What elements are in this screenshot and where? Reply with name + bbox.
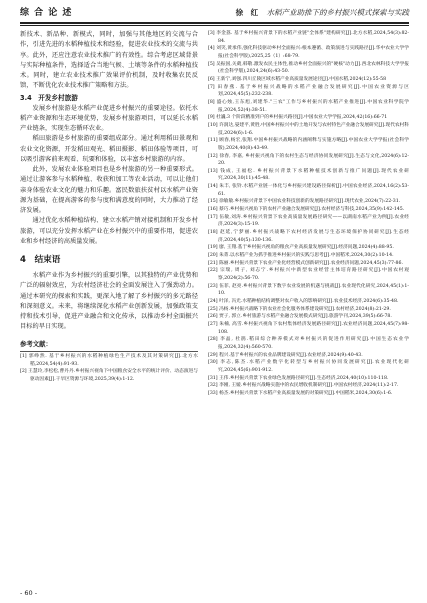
- reference-item: [6] 王新宁,刘强.四川丘陵区域水稻产业高质量发展途径[J].中国水稻,2024(12):55-58: [208, 76, 387, 82]
- references-list-left: [20, 353, 198, 383]
- section-heading-4: 4 结束语: [20, 255, 61, 265]
- reference-item: [1] 郭峥然. 基于乡村振兴的水稻种植绿色生产技术及其对策研究[J].北方水稻,2024,54(4):91-93.: [20, 354, 198, 367]
- body-paragraph-3: 稻田旅游是乡村旅游的重要组成部分。通过利用稻田景观和农业文化资源，开发稻田观光、稻田摄影、稻田体验等项目，可以吸引游客前来观看、玩要和体验，以丰富乡村旅游的内容。: [20, 135, 198, 163]
- reference-item: [32] 李刚, 王媛.乡村振兴战略实施中的农民增收机制研究[J].中国农村经济,2024(11):2-17.: [208, 383, 399, 389]
- body-paragraph-5: 通过优化水稻种植结构、建立水稻产销对接机制和开发乡村旅游，可以充分发挥水稻产业在乡村振兴中的重要作用，促进农业和乡村经济的高质量发展。: [20, 217, 198, 245]
- reference-item: [17] 伍敏,刘涛.乡村振兴背景下农业高质量发展路径研究——以湖南水稻产业为例[J].农业经济,2024(3):15-19.: [208, 214, 409, 228]
- reference-item: [8] 盛心烛,王东旭,刘建华."三农"工作与乡村振兴的水稻产业推进[J].中国农业科学院学报,2024,52(4):38-51.: [208, 99, 409, 113]
- reference-item: [33] 杨杰.乡村振兴背景下水稻产业高质量发展的对策研究[J].中国稻米,2024,30(6):1-6.: [208, 390, 393, 396]
- column-label: 综 合 论 述: [20, 8, 73, 18]
- right-column: [208, 30, 409, 398]
- reference-item: [3] 李金荔. 基于乡村振兴背景下的水稻产业链"全体系"建构研究[J].北方水稻,2024,54(3):82-84.: [208, 31, 409, 44]
- reference-item: [31] 王伟.乡村振兴背景下农业绿色发展路径研究[J].生态经济,2024,40(10):110-118.: [208, 375, 389, 381]
- body-paragraph-1: 新技术、新品种、新模式，同时，加强与其他地区的交流与合作，引进先进的水稻种植技术和经验，促进农业技术的交流与共享。此外，还应注意农业技术推广的有效性。综合考虑区域背景与实际种植条件，选择适合当地气候、土壤等条件的水稻种植技术。同时，建立农业技术推广效果评价机制，及时收集农民反馈，不断优化农业技术推广策略和方法。: [20, 31, 198, 90]
- reference-item: [14] 朱丰, 张铃.水稻产业链一体化与乡村振兴建设路径探析[J].中国农业经济,2024,16(2):53-61.: [208, 184, 409, 197]
- reference-item: [2] 王慧玲,李松松,曹丹丹.乡村振兴视角下中国粮食安全水平的统计评价、动态演进与驱动因素[J].干旱区资源与环境,2025,39(4):1-12.: [20, 369, 198, 382]
- reference-item: [27] 朱楠, 高雪.乡村振兴视角下农村集体经济发展路径研究[J].农业经济问题,2024,45(7):98-108.: [208, 321, 409, 335]
- page-number: - 60 -: [20, 589, 38, 597]
- reference-item: [11] 顾春,杨宏,张翔.中国乡村振兴战略的内涵阐释与实施方略[J].中国农业大学学报(社会科学版),2024,40(8):43-49.: [208, 138, 409, 151]
- reference-item: [28] 李晶, 杜鹃.稻田综合种养模式对乡村振兴的促进作用研究[J].中国生态农业学报,2024,32(4):560-570.: [208, 337, 409, 350]
- header-author: 徐 红: [235, 8, 259, 17]
- reference-item: [20] 朱菁.以水稻产业为抓手推进乡村振兴的实践与思考[J].中国稻米,2024,30(2):10-14.: [208, 253, 394, 259]
- reference-item: [29] 程兴.基于乡村振兴的农业品牌建设研究[J].农业经济,2024(9):40-43.: [208, 352, 363, 358]
- reference-item: [19] 廖, 王翔.基于乡村振兴视角的粮食产业高质量发展研究[J].经济问题,2024(4):88-95.: [208, 245, 394, 251]
- reference-item: [15] 徐敏敏.乡村振兴背景下中国农业科技创新的发展路径研究[J].现代农业,2024(7):22-31.: [208, 199, 401, 205]
- left-column: [20, 30, 198, 383]
- reference-item: [30] 李志,陈杰.水稻产业数字化转型与乡村振兴协同发展研究[J].农业现代化研究,2024,45(6):901-912.: [208, 360, 409, 373]
- reference-item: [12] 徐春, 李嘉, 乡村振兴视角下的农村生态与经济协同发展研究[J].生态与文化,2024(6):12-20.: [208, 153, 409, 167]
- body-paragraph-2: 发展乡村旅游是水稻产业促进乡村振兴的重要途径。依托水稻产业资源和生态环境优势，发展乡村旅游项目，可以延长水稻产业链条，实现生态循环农业。: [20, 104, 198, 132]
- reference-item: [23] 伍菲, 赵亮.乡村振兴背景下数字农业发展的机遇与挑战[J].农业现代化研究,2024,45(1):1-10.: [208, 283, 409, 297]
- header-article-title: 水稻产业助推下的乡村振兴模式探索与实践: [266, 8, 409, 17]
- references-divider: [20, 351, 198, 352]
- reference-item: [9] 杜巍.3 个阶段精准到户的乡村振兴路径[J].中国农业大学学报,2024,42(16):66-71: [208, 115, 388, 121]
- body-paragraph-4: 此外，发展农业体验项目也是乡村旅游的另一种重要形式。通过让游客参与水稻种植、收获和加工等农业活动，可以让他们亲身体验农业文化的魅力和乐趣。富民数旅扶贫村以水稻产业资源为基础，在提高游客的参与度和满意度的同时，大力推动了经济发展。: [20, 166, 198, 214]
- reference-item: [10] 许润达,晏建平,黄胜.中国乡村振兴中的土地开发与农村特色产业融合发展研究[J].现代农村科技,2024(6):1-6.: [208, 122, 409, 136]
- references-list-right: [208, 30, 409, 398]
- reference-item: [25] 冯杨.乡村振兴战略下的农业社会化服务体系建设研究[J].农村经济,2024(8):21-29.: [208, 306, 391, 312]
- header-rule-thick: [20, 22, 409, 24]
- body-paragraph-6: 水稻产业作为乡村振兴的重要引擎，以其独特的产业优势和广泛的辐射效应，为农村经济社会的全面发展注入了强劲动力。通过本研究的探索和实践，更深入地了解了乡村振兴的多元路径和深刻意义。未来，将继续深化水稻产业创新发展，加强政策支持和技术引导，促进产业融合和文化传承，以推动乡村全面振兴目标的早日实现。: [20, 272, 198, 331]
- reference-item: [16] 蔡巧.乡村振兴视角下的农村产业融合发展研究[J].农村经济与科技,2024,35(9):142-145.: [208, 207, 405, 213]
- reference-item: [13] 钱成, 王福松. 乡村振兴背景下水稻种植技术创新与推广问题[J].现代农业研究,2024,30(11):45-48.: [208, 168, 409, 182]
- section-heading-3-4: 3.4 开发乡村旅游: [20, 93, 78, 102]
- reference-item: [7] 田春燕. 基于乡村振兴战略的水稻产业融合发展研究[J].中国农业资源与区划,2024,45(5):232-238.: [208, 84, 409, 98]
- reference-item: [5] 吴振国,关葳,韩敬.激发农民主体性,推动乡村全面振兴的"硬核"动力[J].西北农林科技大学学报(社会科学版),2024,24(6):43-50.: [208, 61, 409, 75]
- header-rule-thin: [20, 25, 409, 26]
- reference-item: [24] 叶泽, 冯光.水稻种植结构调整对农户收入的影响研究[J].农业技术经济,2024(6):35-48.: [208, 298, 399, 304]
- running-title: [236, 6, 409, 20]
- reference-item: [22] 宗瑞, 周子, 刘志宁.乡村振兴中新型农业经营主体培育路径研究[J].中国农村观察,2024(2):56-70.: [208, 268, 409, 281]
- reference-item: [4] 刘笑,黄承伟,强化科技驱动乡村全面振兴:根本遵循、政策演进与实践路径[J].华中农业大学学报(社会科学版),2025,25（1）:68-79.: [208, 46, 409, 59]
- reference-item: [18] 赵延,宁梦丽.乡村振兴战略下农村经济发展与生态环境保护协同研究[J].生态经济,2024,40(5):130-136.: [208, 230, 409, 243]
- reference-item: [26] 贾子, 郭立.乡村旅游与水稻产业融合发展模式研究[J].旅游学刊,2024,39(5):66-78.: [208, 314, 392, 320]
- reference-item: [21] 陈丽.乡村振兴背景下农业产业化经营模式创新研究[J].农业经济问题,2024,45(3):77-86.: [208, 260, 403, 266]
- references-title: 参考文献：: [20, 339, 52, 348]
- running-header: [20, 6, 409, 20]
